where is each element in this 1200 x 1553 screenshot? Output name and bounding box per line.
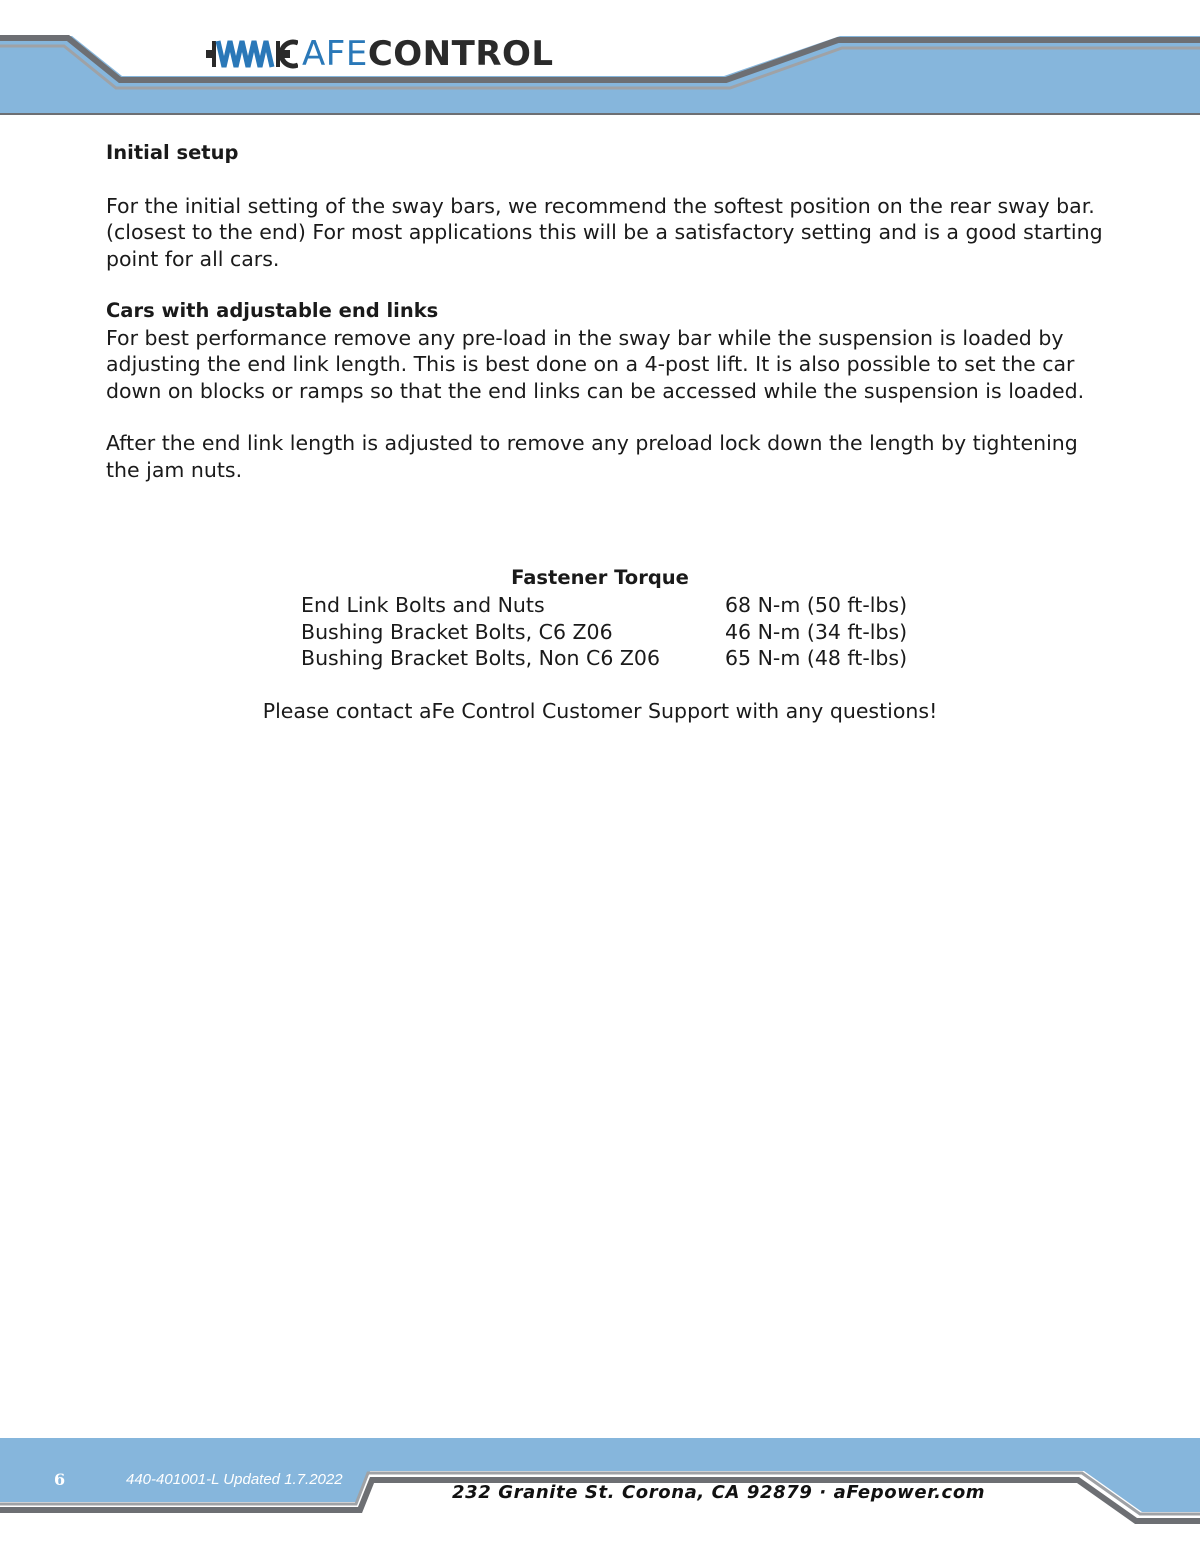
coilover-logo-icon: [206, 37, 298, 71]
after-adjust-paragraph: After the end link length is adjusted to remove any preload lock down the length by tightening the jam nuts.: [106, 431, 1078, 482]
torque-table-title: Fastener Torque: [511, 566, 689, 589]
end-links-heading: Cars with adjustable end links: [106, 299, 439, 322]
header-band: [0, 0, 1200, 116]
initial-setup-paragraph: For the initial setting of the sway bars, we recommend the softest position on the rear sway bar. (closest to the end) For most applications this will be a satisfactory setting and is a good starting point for all cars.: [106, 193, 1103, 271]
table-row: [301, 619, 907, 646]
afe-control-logo: [206, 34, 554, 74]
table-row: [301, 645, 907, 672]
contact-support-text: Please contact aFe Control Customer Support with any questions!: [262, 699, 938, 723]
table-row: [301, 592, 907, 619]
page-number: 6: [54, 1470, 66, 1489]
document-body: [106, 140, 1106, 483]
torque-item: Bushing Bracket Bolts, Non C6 Z06: [301, 646, 661, 670]
torque-value: 68 N-m (50 ft-lbs): [725, 593, 908, 617]
torque-item: Bushing Bracket Bolts, C6 Z06: [301, 619, 613, 644]
torque-value: 65 N-m (48 ft-lbs): [725, 646, 908, 670]
initial-setup-heading: Initial setup: [106, 141, 239, 164]
company-address: 232 Granite St. Corona, CA 92879 · aFepower.com: [452, 1482, 986, 1503]
torque-item: End Link Bolts and Nuts: [301, 593, 545, 617]
torque-value: 46 N-m (34 ft-lbs): [725, 619, 908, 644]
logo-control-text: CONTROL: [367, 34, 554, 74]
end-links-paragraph: For best performance remove any pre-load in the sway bar while the suspension is loaded by adjusting the end link length. This is best done on a 4-post lift. It is also possible to set the car down on blocks or ramps so that the end links can be accessed while the suspension is loaded.: [106, 325, 1085, 403]
logo-afe-text: AFE: [302, 34, 368, 74]
torque-table: [301, 592, 907, 672]
document-id: 440-401001-L Updated 1.7.2022: [126, 1471, 343, 1488]
